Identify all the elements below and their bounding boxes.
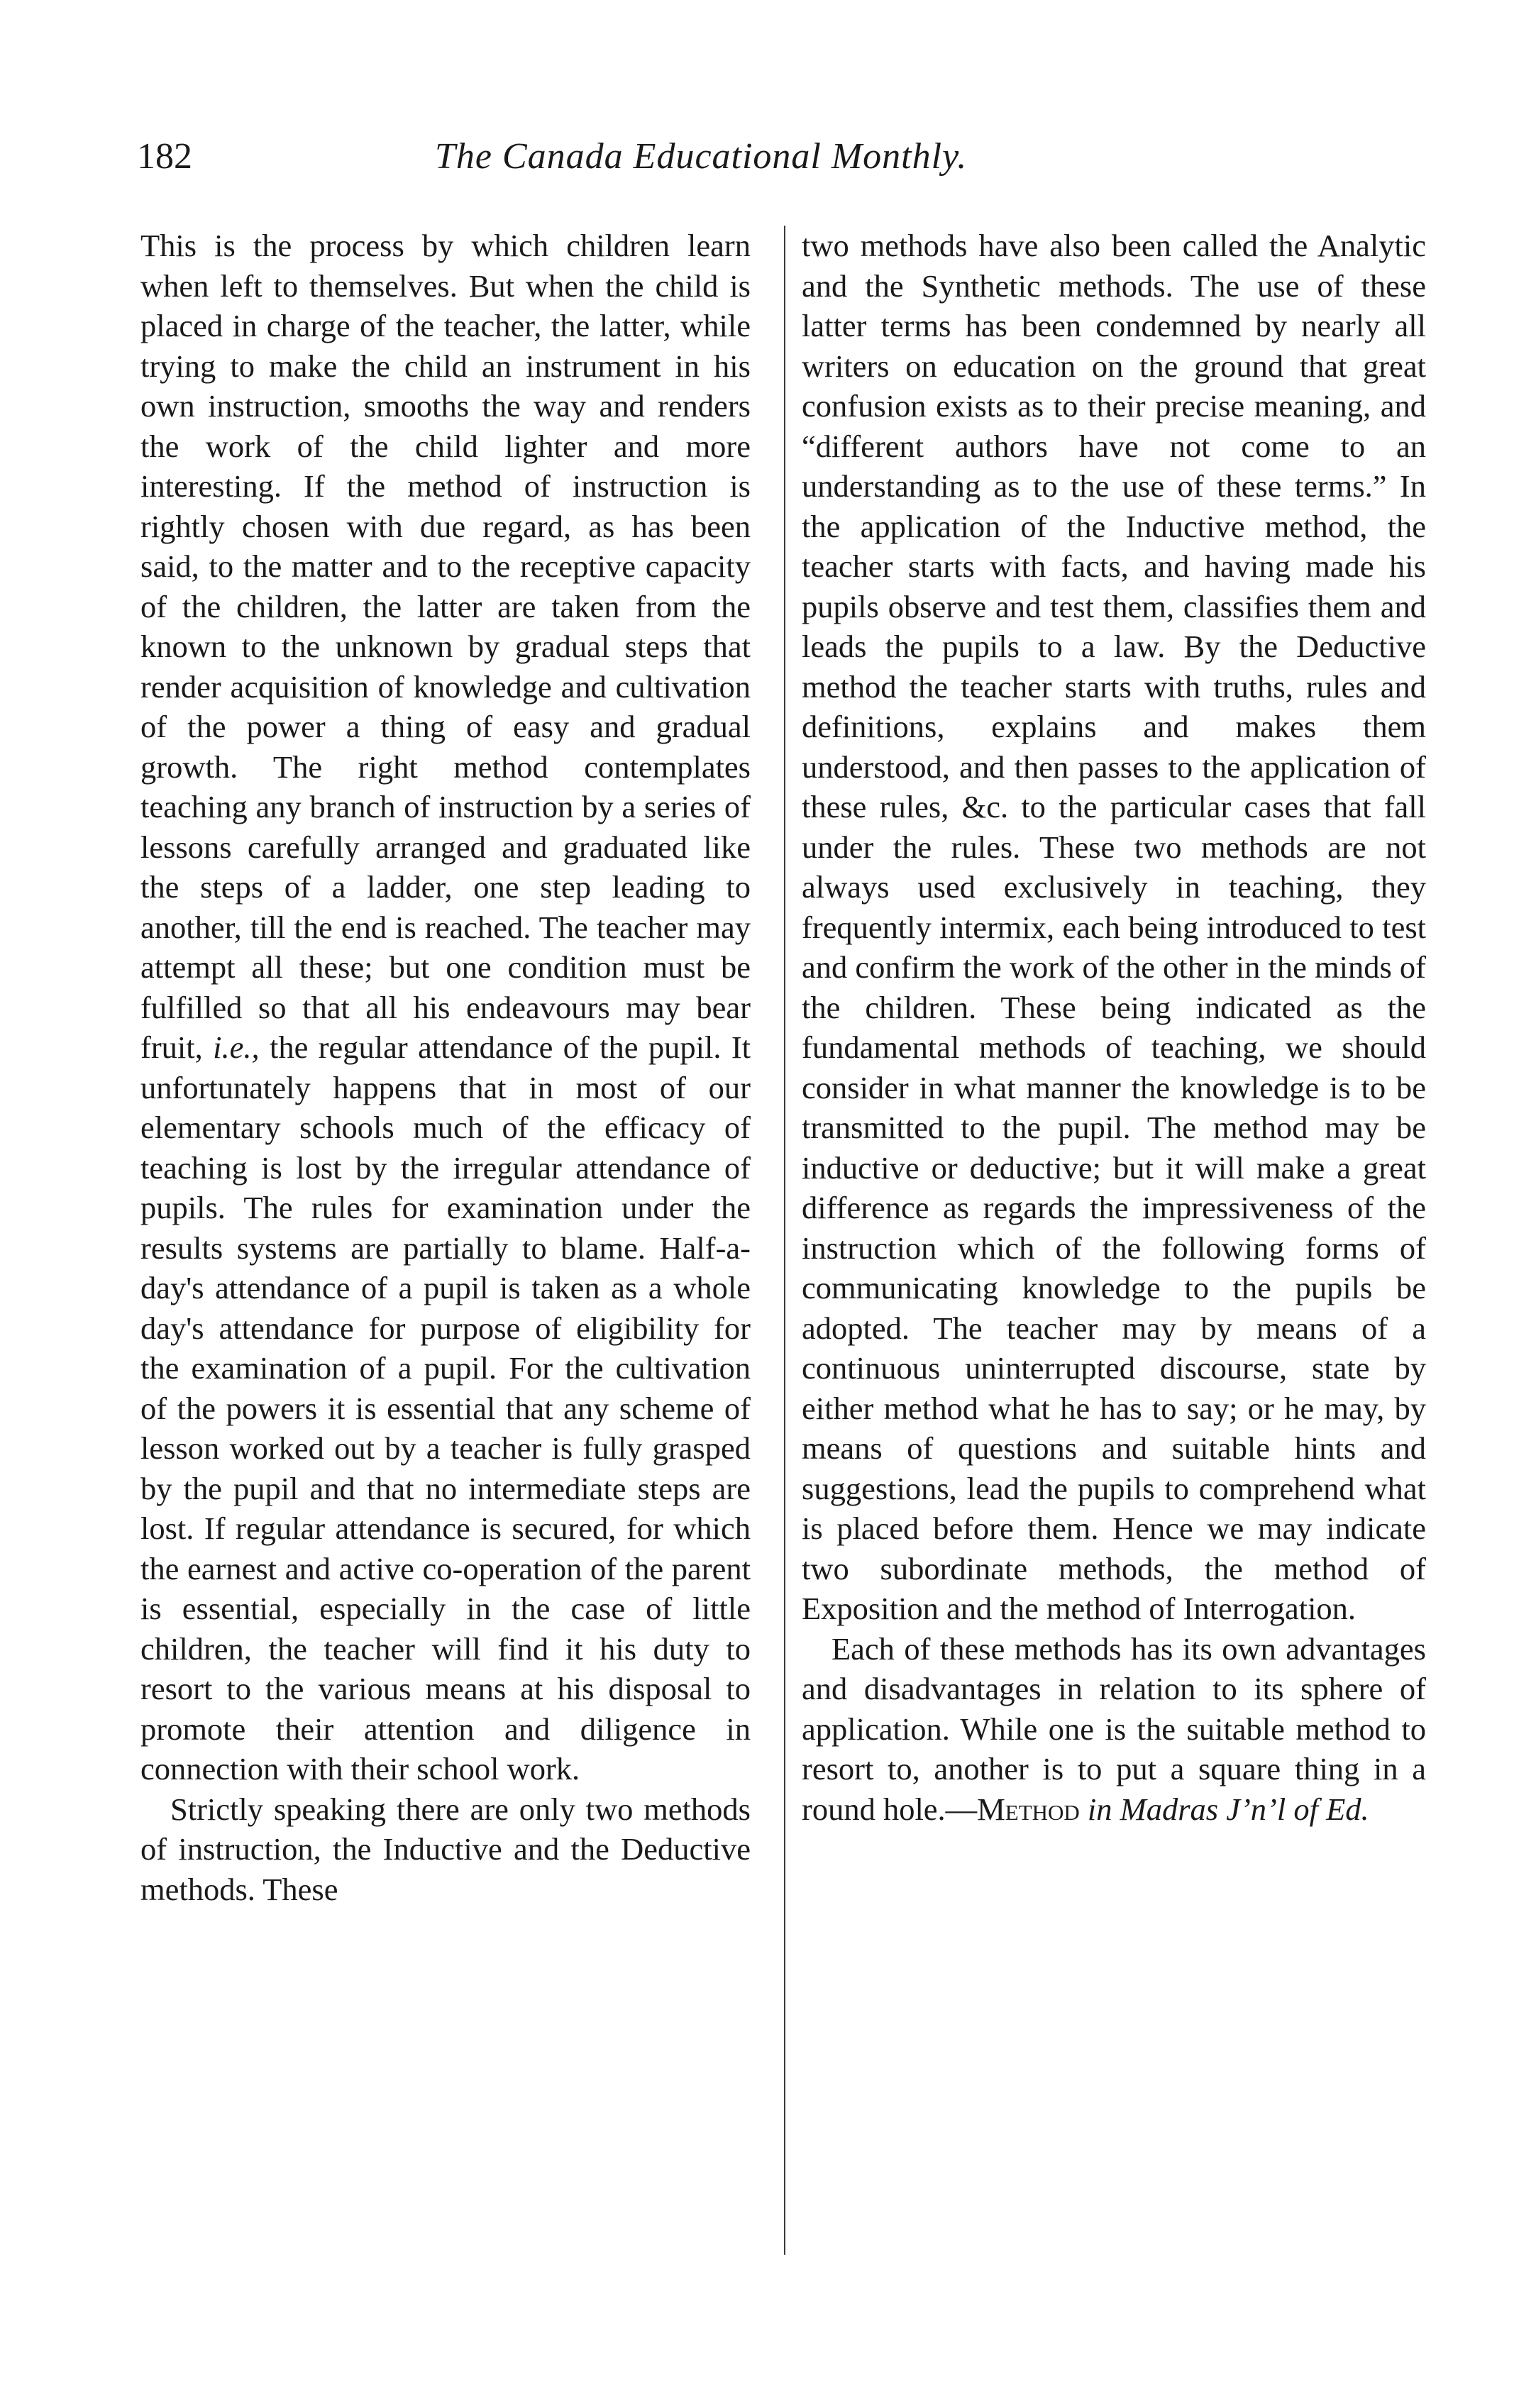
running-title: The Canada Educational Monthly. bbox=[435, 136, 968, 177]
page-number: 182 bbox=[137, 136, 192, 177]
right-paragraph-2 bbox=[802, 1629, 1426, 1830]
right-paragraph-1: two methods have also been called the Analytic and the Synthetic methods. The use of these latter terms has been condemned by nearly all writers on education on the ground that great confusion exists as to their precise meaning, and “different authors have not come to an understanding as to the use of these terms.” In the application of the Inductive method, the teacher starts with facts, and having made his pupils observe and test them, classifies them and leads the pupils to a law. By the Deductive method the teacher starts with truths, rules and definitions, explains and makes them understood, and then passes to the application of these rules, &c. to the particular cases that fall under the rules. These two methods are not always used exclusively in teaching, they frequently intermix, each being introduced to test and confirm the work of the other in the minds of the children. These being indicated as the fundamental methods of teaching, we should consider in what manner the knowledge is to be transmitted to the pupil. The method may be inductive or deductive; but it will make a great difference as regards the impressiveness of the instruction which of the following forms of communicating knowledge to the pupils be adopted. The teacher may by means of a continuous uninterrupted discourse, state by either method what he has to say; or he may, by means of questions and suitable hints and suggestions, lead the pupils to comprehend what is placed before them. Hence we may indicate two subordinate methods, the method of Exposition and the method of Interrogation. bbox=[802, 228, 1426, 1626]
right-paragraph-2-text: Each of these methods has its own advantages and disadvantages in relation to its sphere of application. While one is the suitable method to resort to, another is to put a square thing in a round hole.— bbox=[802, 1630, 1426, 1827]
left-paragraph-2: Strictly speaking there are only two methods of instruction, the Inductive and the Deductive methods. These bbox=[140, 1791, 751, 1907]
left-paragraph-1 bbox=[140, 226, 751, 1789]
left-paragraph-1-continued: the regular attendance of the pupil. It unfortunately happens that in most of our elementary schools much of the efficacy of teaching is lost by the irregular attendance of pupils. The rules for examination under the results systems are partially to blame. Half-a-day's attendance of a pupil is taken as a whole day's attendance for purpose of eligibility for the examination of a pupil. For the cultivation of the powers it is essential that any scheme of lesson worked out by a teacher is fully grasped by the pupil and that no intermediate steps are lost. If regular attendance is secured, for which the earnest and active co-operation of the parent is essential, especially in the case of little children, the teacher will find it his duty to resort to the various means at his disposal to promote their attention and diligence in connection with their school work. bbox=[140, 1029, 751, 1786]
ie-abbreviation: i.e., bbox=[213, 1029, 260, 1065]
column-divider bbox=[784, 226, 785, 2255]
citation-source: in Madras J’n’l of Ed. bbox=[1087, 1791, 1369, 1827]
citation-method: Method bbox=[977, 1791, 1080, 1827]
page-header bbox=[137, 132, 1428, 182]
right-column bbox=[802, 226, 1426, 1829]
left-paragraph-1-text: This is the process by which children learn when left to themselves. But when the child is placed in charge of the teacher, the latter, while trying to make the child an instrument in his own instruction, smooths the way and renders the work of the child lighter and more interesting. If the method of instruction is rightly chosen with due regard, as has been said, to the matter and to the receptive capacity of the children, the latter are taken from the known to the unknown by gradual steps that render acquisition of knowledge and cultivation of the power a thing of easy and gradual growth. The right method contemplates teaching any branch of instruction by a series of lessons carefully arranged and graduated like the steps of a ladder, one step leading to another, till the end is reached. The teacher may attempt all these; but one condition must be fulfilled so that all his endeavours may bear fruit, bbox=[140, 228, 751, 1065]
left-column bbox=[140, 226, 751, 1909]
